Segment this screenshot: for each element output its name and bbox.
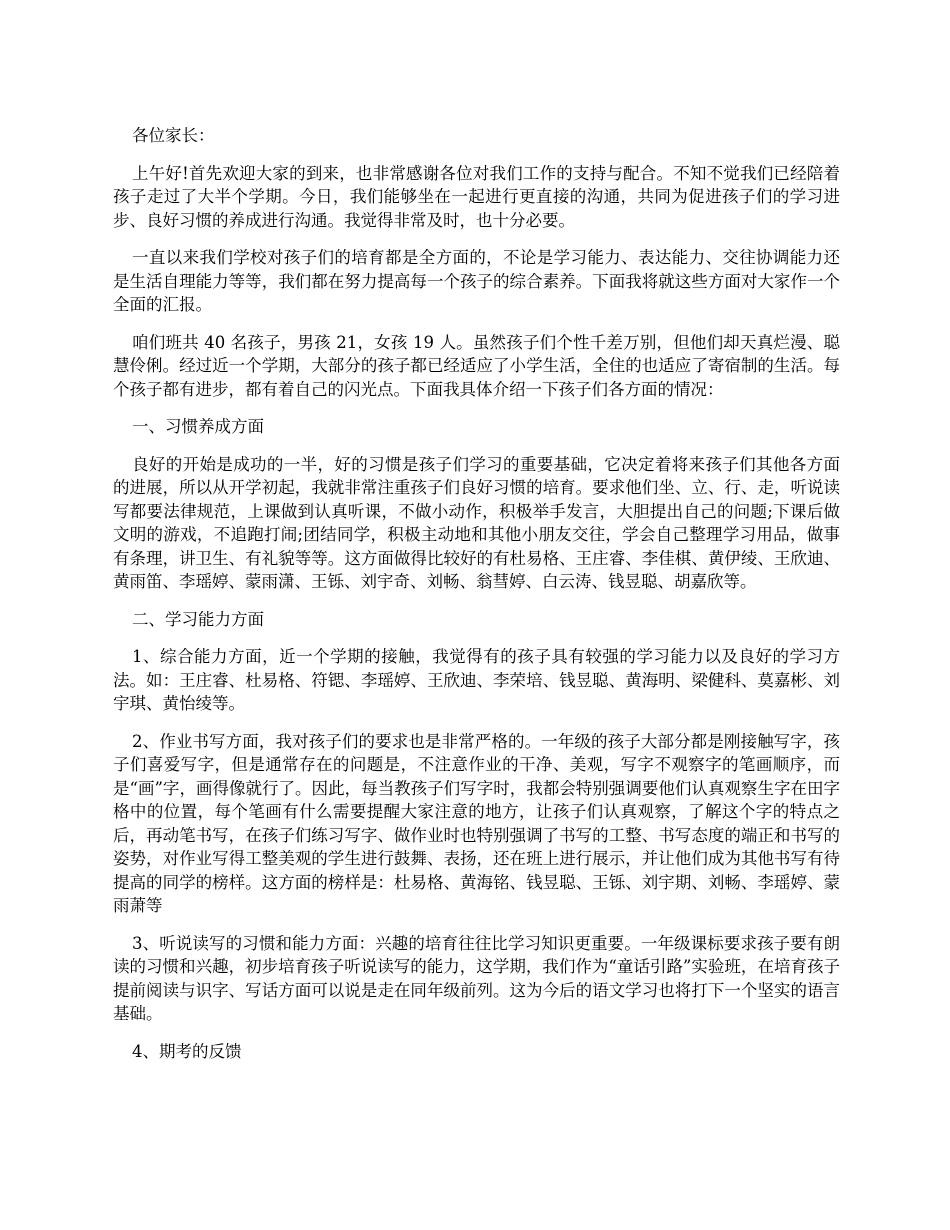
paragraph-homework-writing: 2、作业书写方面，我对孩子们的要求也是非常严格的。一年级的孩子大部分都是刚接触写字，孩子们喜爱写字，但是通常存在的问题是，不注意作业的干净、美观，写字不观察字的笔画顺序，而是“画”字，画得像就行了。因此，每当教孩子们写字时，我都会特别强调要他们认真观察生字在田字格中的位置，每个笔画有什么需要提醒大家注意的地方，让孩子们认真观察，了解这个字的特点之后，再动笔书写，在孩子们练习写字、做作业时也特别强调了书写的工整、书写态度的端正和书写的姿势，对作业写得工整美观的学生进行鼓舞、表扬，还在班上进行展示，并让他们成为其他书写有待提高的同学的榜样。这方面的榜样是：杜易格、黄海铭、钱昱聪、王铄、刘宇期、刘畅、李瑶婷、蒙雨萧等	[113, 731, 840, 915]
paragraph-overview: 一直以来我们学校对孩子们的培育都是全方面的，不论是学习能力、表达能力、交往协调能力还是生活自理能力等等，我们都在努力提高每一个孩子的综合素养。下面我将就这些方面对大家作一个全面的汇报。	[113, 248, 840, 314]
section-heading-learning: 二、学习能力方面	[132, 609, 264, 629]
paragraph-listening-reading: 3、听说读写的习惯和能力方面：兴趣的培育往往比学习知识更重要。一年级课标要求孩子要有朗读的习惯和兴趣，初步培育孩子听说读写的能力，这学期，我们作为“童话引路”实验班，在培育孩子提前阅读与识字、写话方面可以说是走在同年级前列。这为今后的语文学习也将打下一个坚实的语言基础。	[113, 933, 840, 1023]
paragraph-habits: 良好的开始是成功的一半，好的习惯是孩子们学习的重要基础，它决定着将来孩子们其他各方面的进展，所以从开学初起，我就非常注重孩子们良好习惯的培育。要求他们坐、立、行、走，听说读写都要法律规范，上课做到认真听课，不做小动作，积极举手发言，大胆提出自己的问题;下课后做文明的游戏，不追跑打闹;团结同学，积极主动地和其他小朋友交往，学会自己整理学习用品，做事有条理，讲卫生、有礼貌等等。这方面做得比较好的有杜易格、王庄睿、李佳棋、黄伊绫、王欣迪、黄雨笛、李瑶婷、蒙雨潇、王铄、刘宇奇、刘畅、翁彗婷、白云涛、钱昱聪、胡嘉欣等。	[113, 454, 840, 591]
paragraph-class-info: 咱们班共 40 名孩子，男孩 21，女孩 19 人。虽然孩子们个性千差万别，但他们却天真烂漫、聪慧伶俐。经过近一个学期，大部分的孩子都已经适应了小学生活，全住的也适应了寄宿制的生活。每个孩子都有进步，都有着自己的闪光点。下面我具体介绍一下孩子们各方面的情况：	[113, 332, 840, 399]
paragraph-comprehensive-ability: 1、综合能力方面，近一个学期的接触，我觉得有的孩子具有较强的学习能力以及良好的学习方法。如：王庄睿、杜易格、符锶、李瑶婷、王欣迪、李荣培、钱昱聪、黄海明、梁健科、莫嘉彬、刘宇琪、黄怡绫等。	[113, 647, 840, 713]
section-heading-habits: 一、习惯养成方面	[132, 417, 264, 436]
paragraph-exam-feedback: 4、期考的反馈	[132, 1041, 242, 1061]
salutation: 各位家长：	[132, 126, 215, 145]
paragraph-greeting: 上午好!首先欢迎大家的到来，也非常感谢各位对我们工作的支持与配合。不知不觉我们已经陪着孩子走过了大半个学期。今日，我们能够坐在一起进行更直接的沟通，共同为促进孩子们的学习进步、良好习惯的养成进行沟通。我觉得非常及时，也十分必要。	[113, 163, 840, 230]
document-body	[113, 124, 840, 1077]
